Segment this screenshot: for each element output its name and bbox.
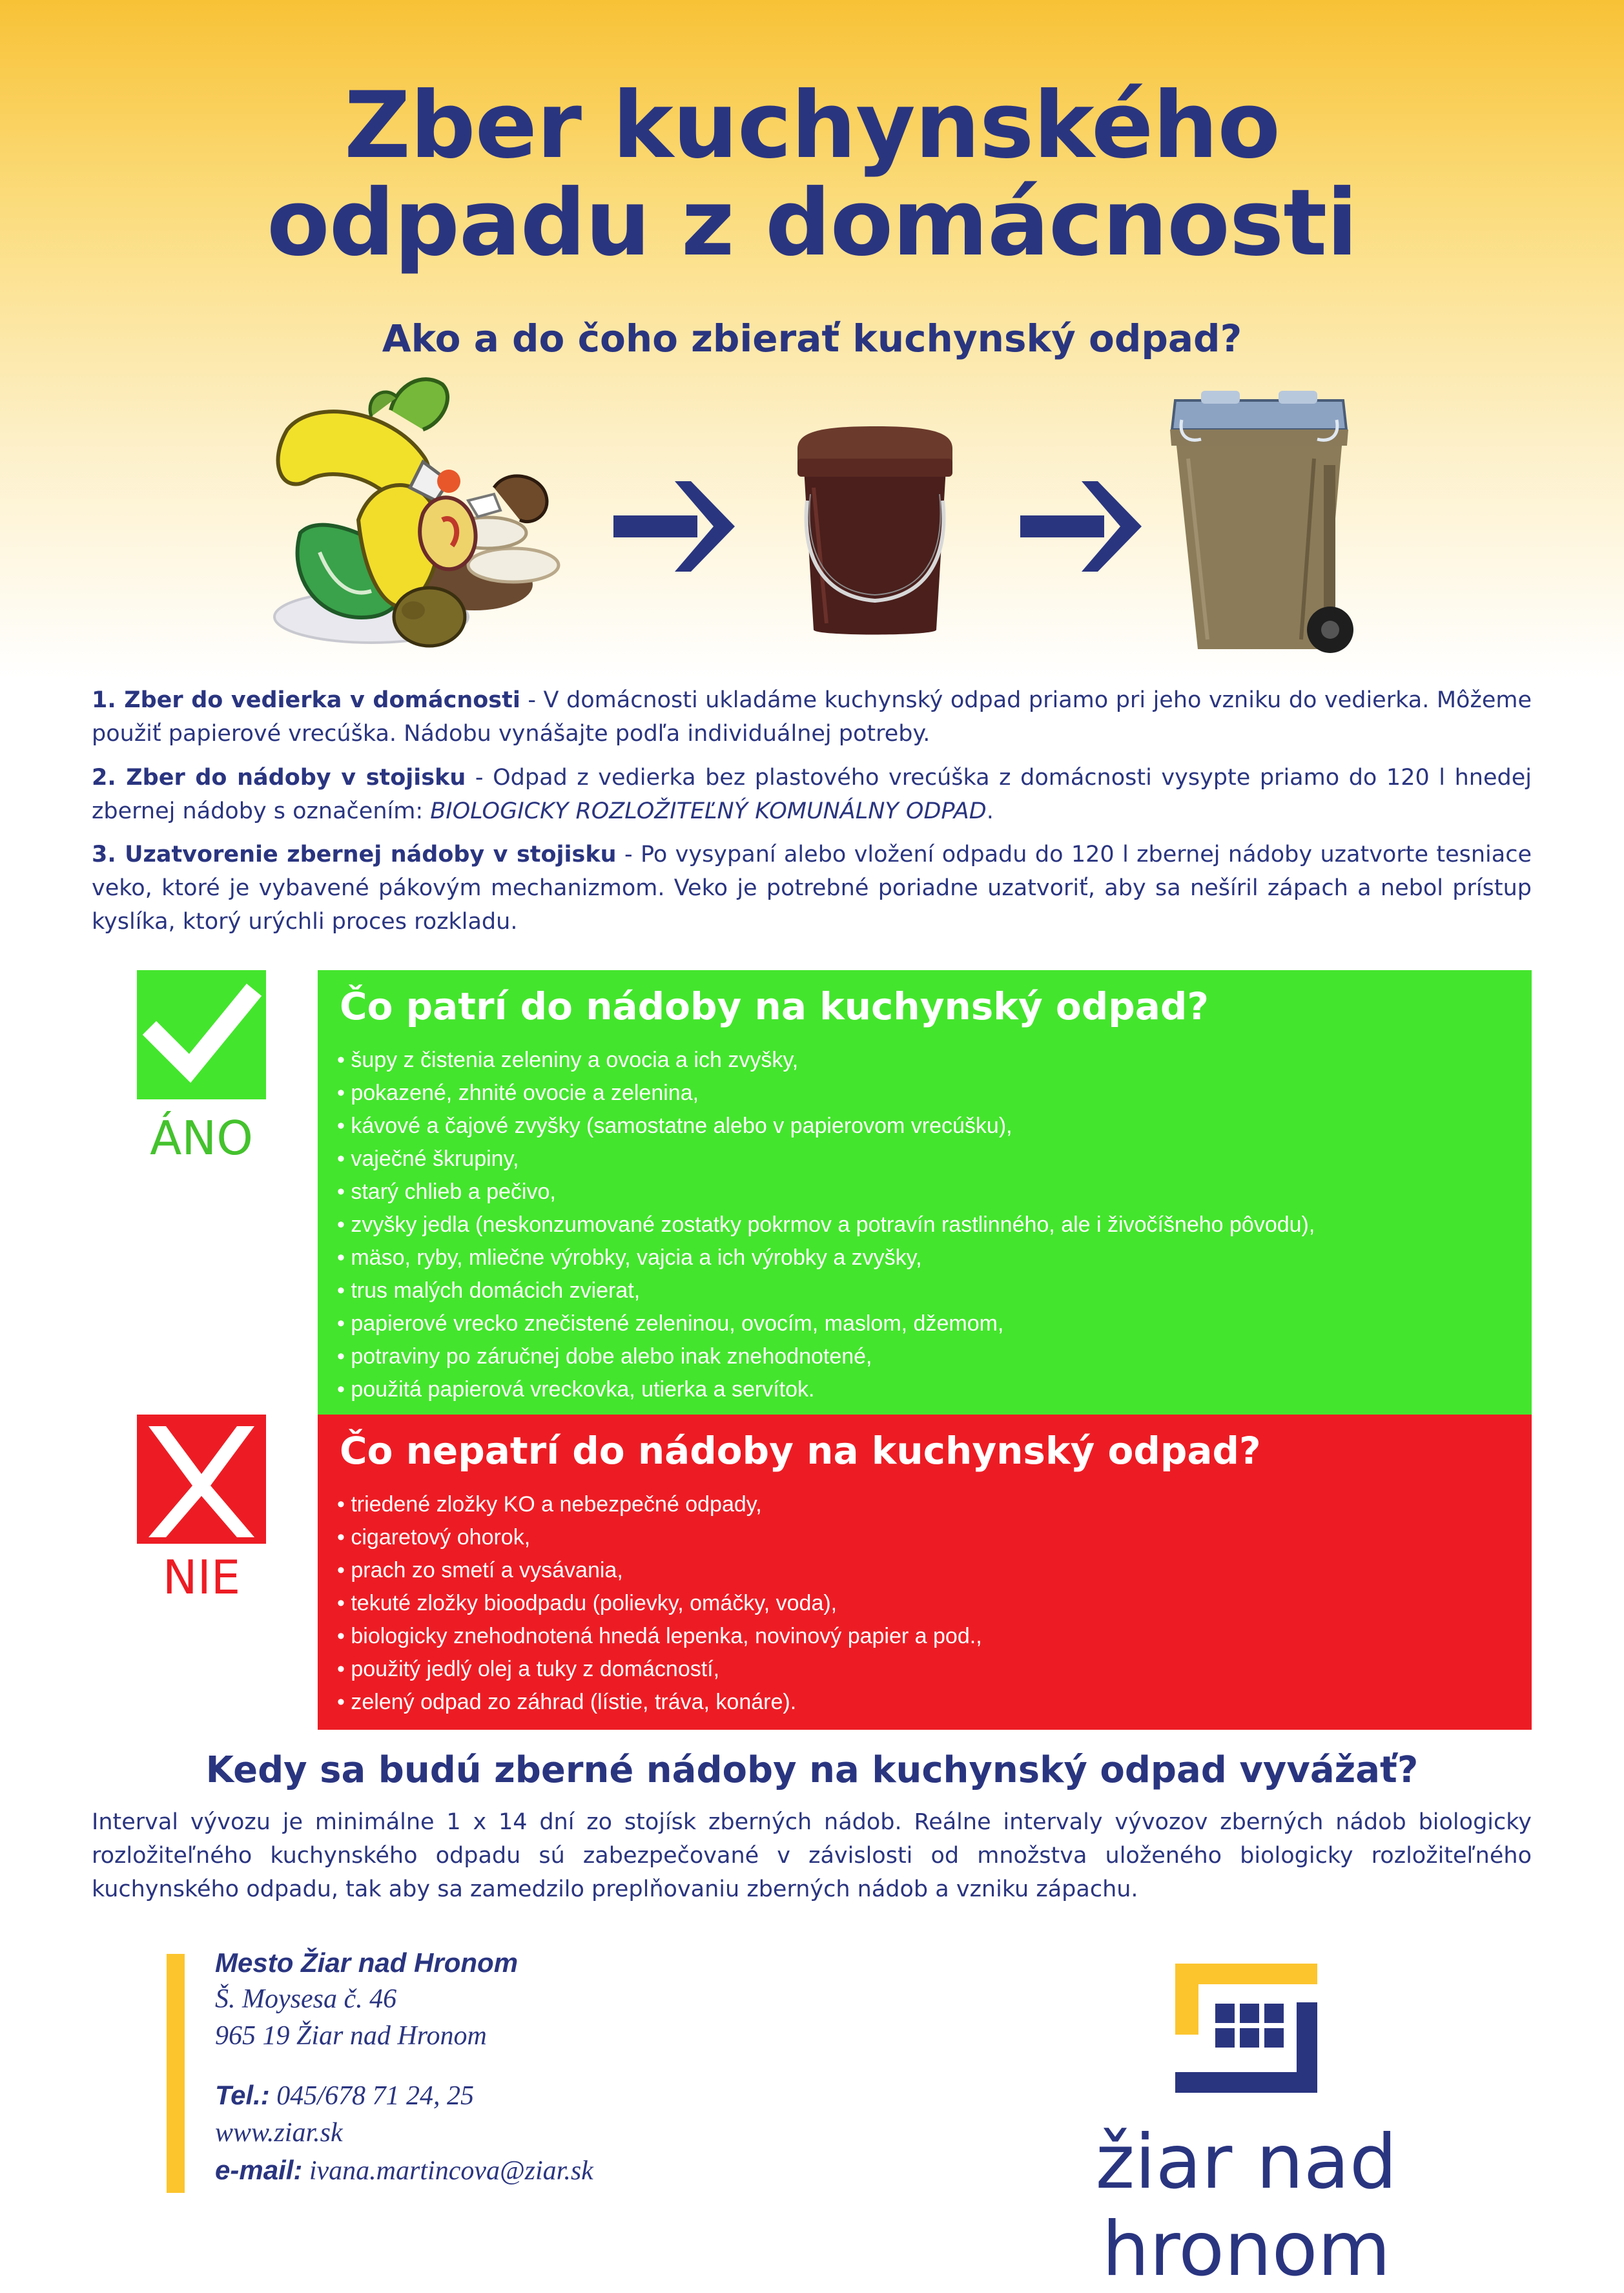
ziar-logo-icon (1175, 1964, 1317, 2093)
step-3-text: - Po vysypaní alebo vložení odpadu do 120 l zbernej nádoby uzatvorte tesniace veko, ktoré je vybavené pákovým mechanizmom. Veko je potrebné poriadne uzatvoriť, aby sa nešíril zápach a nebol prístup kyslíka, ktorý urýchli proces rozkladu. (92, 842, 1532, 935)
step-3-title: 3. Uzatvorenie zbernej nádoby v stojisku (92, 842, 617, 867)
step-2-title: 2. Zber do nádoby v stojisku (92, 765, 466, 791)
list-item: • triedené zložky KO a nebezpečné odpady, (337, 1492, 762, 1517)
wheelie-bin-icon (1162, 381, 1356, 659)
no-panel (318, 1415, 1532, 1730)
list-item: • papierové vrecko znečistené zeleninou, ovocím, maslom, džemom, (337, 1311, 1004, 1336)
arrow-right-icon (613, 478, 736, 575)
step-1 (92, 683, 1532, 751)
title-line-2: odpadu z domácnosti (267, 169, 1357, 276)
cross-icon (137, 1415, 266, 1544)
contact-email-row (215, 2152, 593, 2190)
logo-text: žiar nad hronom (1095, 2119, 1397, 2293)
email-label: e-mail: (215, 2155, 303, 2185)
page-title (0, 72, 1624, 276)
list-item: • tekuté zložky bioodpadu (polievky, omáčky, voda), (337, 1591, 838, 1615)
subtitle: Ako a do čoho zbierať kuchynský odpad? (382, 316, 1242, 360)
schedule-heading: Kedy sa budú zberné nádoby na kuchynský odpad vyvážať? (205, 1749, 1419, 1791)
contact-org: Mesto Žiar nad Hronom (215, 1947, 519, 1978)
list-item: • potraviny po záručnej dobe alebo inak znehodnotené, (337, 1344, 872, 1369)
yes-list (337, 1044, 1315, 1406)
list-item: • použitá papierová vreckovka, utierka a servítok. (337, 1377, 815, 1402)
brown-caddy-icon (791, 423, 959, 643)
food-waste-icon (262, 371, 604, 669)
list-item: • prach zo smetí a vysávania, (337, 1558, 623, 1582)
no-list (337, 1488, 982, 1719)
step-1-text: - V domácnosti ukladáme kuchynský odpad priamo pri jeho vzniku do vedierka. Môžeme použiť papierové vrecúška. Nádobu vynášajte podľa individuálnej potreby. (92, 687, 1532, 747)
list-item: • vaječné škrupiny, (337, 1146, 519, 1171)
contact-city: 965 19 Žiar nad Hronom (215, 2021, 487, 2051)
step-1-title: 1. Zber do vedierka v domácnosti (92, 687, 520, 713)
list-item: • pokazené, zhnité ovocie a zelenina, (337, 1081, 699, 1105)
contact-block (215, 1944, 593, 2190)
yes-heading: Čo patrí do nádoby na kuchynský odpad? (340, 984, 1209, 1028)
contact-street: Š. Moysesa č. 46 (215, 1984, 397, 2014)
yes-panel (318, 970, 1532, 1415)
list-item: • mäso, ryby, mliečne výrobky, vajcia a ich výrobky a zvyšky, (337, 1245, 922, 1270)
step-2-end: . (986, 798, 994, 824)
list-item: • šupy z čistenia zeleniny a ovocia a ich zvyšky, (337, 1048, 799, 1072)
title-line-1: Zber kuchynského (344, 72, 1280, 179)
checkmark-icon (137, 970, 266, 1099)
step-2 (92, 761, 1532, 828)
list-item: • kávové a čajové zvyšky (samostatne alebo v papierovom vrecúšku), (337, 1114, 1012, 1138)
yes-label: ÁNO (150, 1111, 253, 1165)
list-item: • zelený odpad zo záhrad (lístie, tráva, konáre). (337, 1690, 797, 1714)
step-2-text: - Odpad z vedierka bez plastového vrecúška z domácnosti vysypte priamo do 120 l hnedej zbernej nádoby s označením: (92, 765, 1532, 824)
contact-web[interactable]: www.ziar.sk (215, 2118, 343, 2148)
no-label: NIE (162, 1550, 241, 1604)
list-item: • biologicky znehodnotená hnedá lepenka, novinový papier a pod., (337, 1624, 982, 1648)
contact-phone-row (215, 2077, 593, 2115)
contact-accent-bar (167, 1954, 185, 2193)
arrow-right-icon (1020, 478, 1143, 575)
schedule-text: Interval vývozu je minimálne 1 x 14 dní zo stojísk zberných nádob. Reálne intervaly vývozov zberných nádob biologicky rozložiteľného kuchynského odpadu sú zabezpečované v závislosti od množstva uloženého biologicky rozložiteľného kuchynského odpadu, tak aby sa zamedzilo preplňovaniu zberných nádob a vzniku zápachu. (92, 1809, 1532, 1902)
list-item: • cigaretový ohorok, (337, 1525, 531, 1550)
phone-label: Tel.: (215, 2080, 270, 2110)
list-item: • trus malých domácich zvierat, (337, 1278, 641, 1303)
step-2-label: BIOLOGICKY ROZLOŽITEĽNÝ KOMUNÁLNY ODPAD (430, 798, 987, 824)
list-item: • použitý jedlý olej a tuky z domácností, (337, 1657, 720, 1681)
no-heading: Čo nepatrí do nádoby na kuchynský odpad? (340, 1429, 1261, 1473)
contact-phone: 045/678 71 24, 25 (269, 2081, 474, 2111)
contact-email[interactable]: ivana.martincova@ziar.sk (302, 2156, 593, 2186)
step-3 (92, 838, 1532, 939)
list-item: • zvyšky jedla (neskonzumované zostatky pokrmov a potravín rastlinného, ale i živočíšneho pôvodu), (337, 1212, 1315, 1237)
list-item: • starý chlieb a pečivo, (337, 1179, 556, 1204)
